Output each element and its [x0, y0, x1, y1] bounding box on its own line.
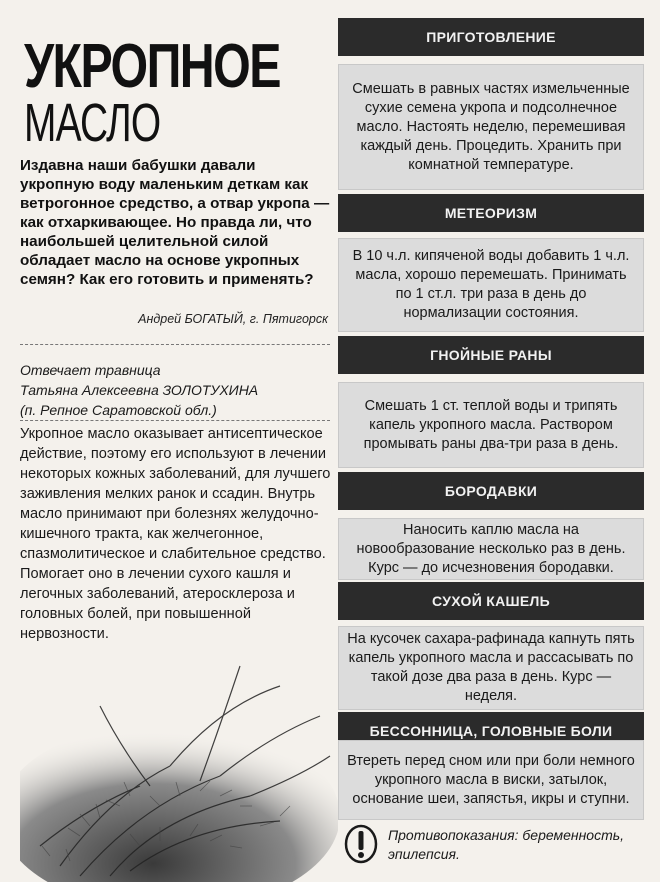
section-heading-wounds: ГНОЙНЫЕ РАНЫ — [338, 336, 644, 374]
section-box-meteorism — [338, 238, 644, 332]
section-text-insomnia: Втереть перед сном или при боли немного укропного масла в виски, затылок, основание шеи, запястья, икры и ступни. — [347, 752, 635, 807]
section-text-preparation: Смешать в равных частях измельченные сухие семена укропа и подсолнечное масло. Настоять неделю, перемешивая каждый день. Процедить. Хранить при комнатной температуре. — [352, 80, 630, 173]
section-box-warts — [338, 518, 644, 580]
answer-line-1: Отвечает травница — [20, 362, 161, 378]
section-text-meteorism: В 10 ч.л. кипяченой воды добавить 1 ч.л. масла, хорошо перемешать. Принимать по 1 ст.л. три раза в день до нормализации состояния. — [352, 248, 630, 321]
reader-question: Издавна наши бабушки давали укропную воду маленьким деткам как ветрогонное средство, а отвар укропа — как отхаркивающее. Но правда ли, что наибольшей целительной силой обладает масло на основе укропных семян? Как его готовить и применять? — [20, 157, 330, 288]
expert-location: (п. Репное Саратовской обл.) — [20, 402, 217, 418]
section-heading-preparation: ПРИГОТОВЛЕНИЕ — [338, 18, 644, 56]
answer-credit — [20, 360, 330, 420]
dill-photo — [20, 646, 338, 882]
article-body: Укропное масло оказывает антисептическое действие, поэтому его используют в лечении некоторых кожных заболеваний, для лучшего заживления мелких ранок и ссадин. Внутрь масло принимают при болезнях желудочно-кишечного тракта, как желчегонное, спазмолитическое и слабительное средство. Помогает оно в лечении сухого кашля и легочных заболеваний, атеросклероза и головных болей, при повышенной нервозности. — [20, 426, 331, 642]
article-subtitle: МАСЛО — [24, 93, 161, 153]
section-box-wounds — [338, 382, 644, 468]
section-text-cough: На кусочек сахара-рафинада капнуть пять капель укропного масла и рассасывать по такой дозе два раза в день. Курс — неделя. — [347, 631, 635, 704]
divider — [20, 344, 330, 345]
section-heading-meteorism: МЕТЕОРИЗМ — [338, 194, 644, 232]
section-heading-warts: БОРОДАВКИ — [338, 472, 644, 510]
section-text-warts: Наносить каплю масла на новообразование несколько раз в день. Курс — до исчезновения бородавки. — [356, 521, 626, 576]
article-left-column — [6, 6, 331, 876]
section-heading-insomnia: БЕССОННИЦА, ГОЛОВНЫЕ БОЛИ — [338, 712, 644, 750]
question-author: Андрей БОГАТЫЙ, г. Пятигорск — [138, 312, 328, 326]
exclamation-icon — [344, 824, 378, 864]
section-box-preparation — [338, 64, 644, 190]
section-box-insomnia — [338, 740, 644, 820]
article-title: УКРОПНОЕ — [24, 32, 280, 101]
section-text-wounds: Смешать 1 ст. теплой воды и трипять капель укропного масла. Раствором промывать раны два-три раза в день. — [363, 397, 619, 452]
warning-note — [338, 824, 644, 874]
divider — [20, 420, 330, 421]
contraindications-text: Противопоказания: беременность, эпилепсия. — [388, 827, 624, 862]
section-heading-cough: СУХОЙ КАШЕЛЬ — [338, 582, 644, 620]
expert-name: Татьяна Алексеевна ЗОЛОТУХИНА — [20, 382, 259, 398]
section-box-cough — [338, 626, 644, 710]
tips-column — [338, 18, 644, 878]
